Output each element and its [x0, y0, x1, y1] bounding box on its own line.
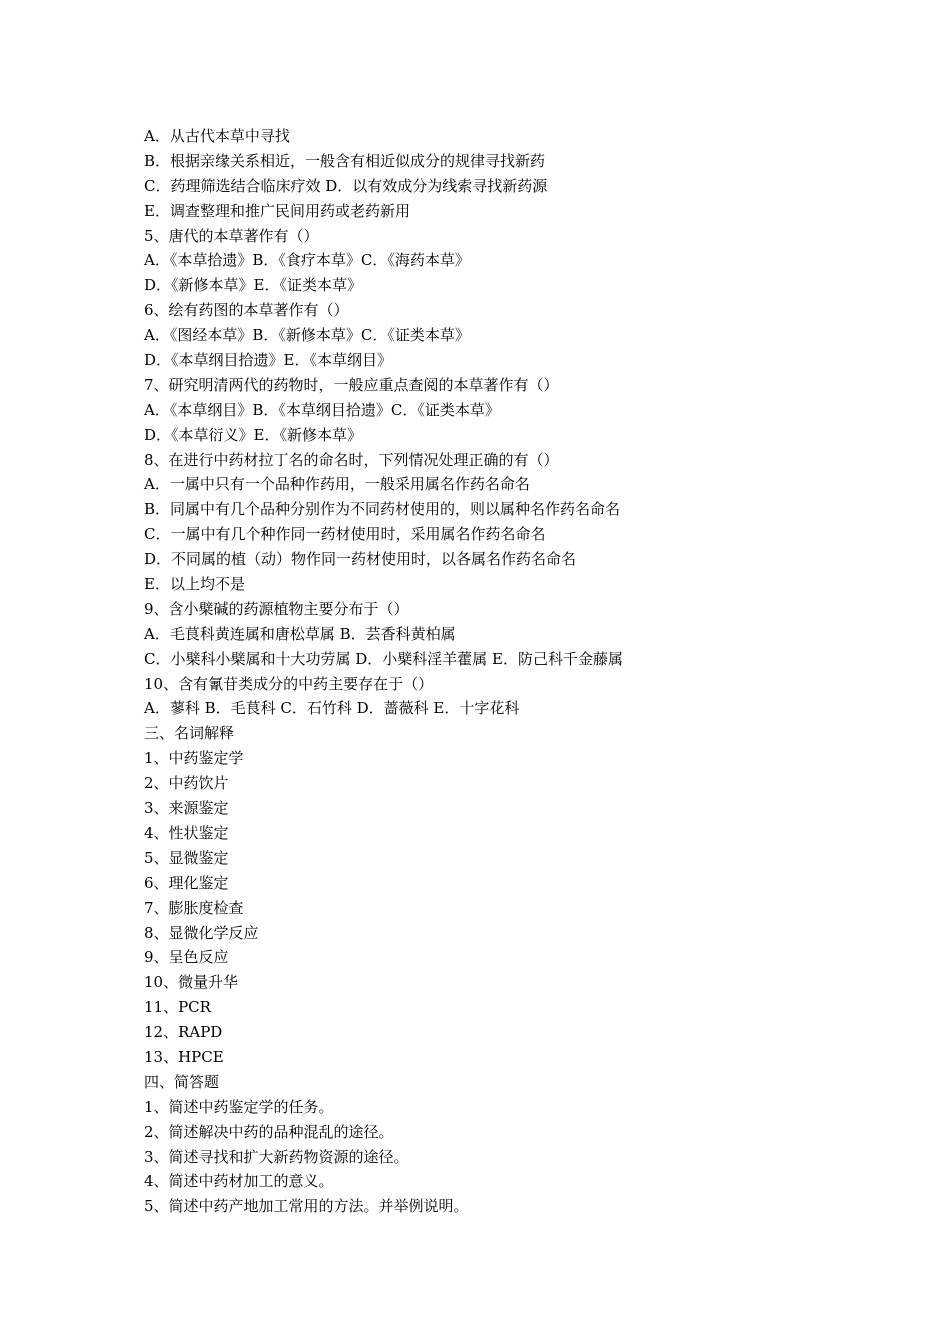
text-line: 3、简述寻找和扩大新药物资源的途径。: [144, 1147, 409, 1166]
text-line: A．从古代本草中寻找: [144, 127, 290, 145]
text-line: 4、简述中药材加工的意义。: [144, 1172, 334, 1191]
text-line: C．小檗科小檗属和十大功劳属 D．小檗科淫羊藿属 E．防己科千金藤属: [144, 649, 623, 668]
text-line: 9、含小檗碱的药源植物主要分布于（）: [144, 599, 409, 618]
text-line: D．《本草纲目拾遗》E．《本草纲目》: [144, 351, 392, 370]
text-line: D．《本草衍义》E．《新修本草》: [144, 425, 362, 444]
text-line: 5、显微鉴定: [144, 848, 229, 867]
text-line: 6、绘有药图的本草著作有（）: [144, 301, 349, 320]
text-line: A．蓼科 B．毛茛科 C．石竹科 D．蔷薇科 E．十字花科: [144, 699, 520, 718]
text-line: A．《图经本草》B．《新修本草》C．《证类本草》: [144, 326, 470, 345]
text-line: D．不同属的植（动）物作同一药材使用时，以各属名作药名命名: [144, 550, 577, 569]
text-line: 10、含有氰苷类成分的中药主要存在于（）: [144, 674, 434, 693]
text-line: 5、简述中药产地加工常用的方法。并举例说明。: [144, 1197, 469, 1216]
text-line: 1、中药鉴定学: [144, 749, 244, 768]
text-line: 11、PCR: [144, 998, 211, 1017]
text-line: 13、HPCE: [144, 1047, 224, 1066]
text-line: 6、理化鉴定: [144, 873, 229, 892]
text-line: C．药理筛选结合临床疗效 D．以有效成分为线索寻找新药源: [144, 176, 548, 195]
text-line: 4、性状鉴定: [144, 823, 229, 842]
text-line: 1、简述中药鉴定学的任务。: [144, 1097, 334, 1116]
text-line: 四、简答题: [144, 1072, 220, 1091]
text-line: 7、膨胀度检查: [144, 898, 244, 917]
text-line: 10、微量升华: [144, 973, 239, 992]
text-line: 7、研究明清两代的药物时，一般应重点查阅的本草著作有（）: [144, 375, 559, 394]
text-line: A．《本草纲目》B．《本草纲目拾遗》C．《证类本草》: [144, 400, 500, 419]
text-line: B．同属中有几个品种分别作为不同药材使用的，则以属种名作药名命名: [144, 500, 621, 519]
text-line: B．根据亲缘关系相近，一般含有相近似成分的规律寻找新药: [144, 151, 546, 170]
text-line: C．一属中有几个种作同一药材使用时，采用属名作药名命名: [144, 525, 546, 544]
text-line: A．毛茛科黄连属和唐松草属 B．芸香科黄柏属: [144, 624, 456, 643]
text-line: 9、呈色反应: [144, 948, 229, 967]
text-line: 8、显微化学反应: [144, 923, 259, 942]
text-line: A．《本草拾遗》B．《食疗本草》C．《海药本草》: [144, 251, 470, 270]
text-line: E．以上均不是: [144, 575, 245, 594]
text-line: 2、简述解决中药的品种混乱的途径。: [144, 1122, 394, 1141]
text-line: 三、名词解释: [144, 724, 235, 743]
text-line: 12、RAPD: [144, 1023, 223, 1042]
text-line: 3、来源鉴定: [144, 799, 229, 818]
document-body: [144, 124, 844, 1219]
text-line: 8、在进行中药材拉丁名的命名时，下列情况处理正确的有（）: [144, 450, 559, 469]
text-line: A．一属中只有一个品种作药用，一般采用属名作药名命名: [144, 475, 530, 494]
text-line: E．调查整理和推广民间用药或老药新用: [144, 201, 410, 220]
text-line: D．《新修本草》E．《证类本草》: [144, 276, 362, 295]
text-line: 5、唐代的本草著作有（）: [144, 226, 319, 245]
text-line: 2、中药饮片: [144, 774, 229, 793]
